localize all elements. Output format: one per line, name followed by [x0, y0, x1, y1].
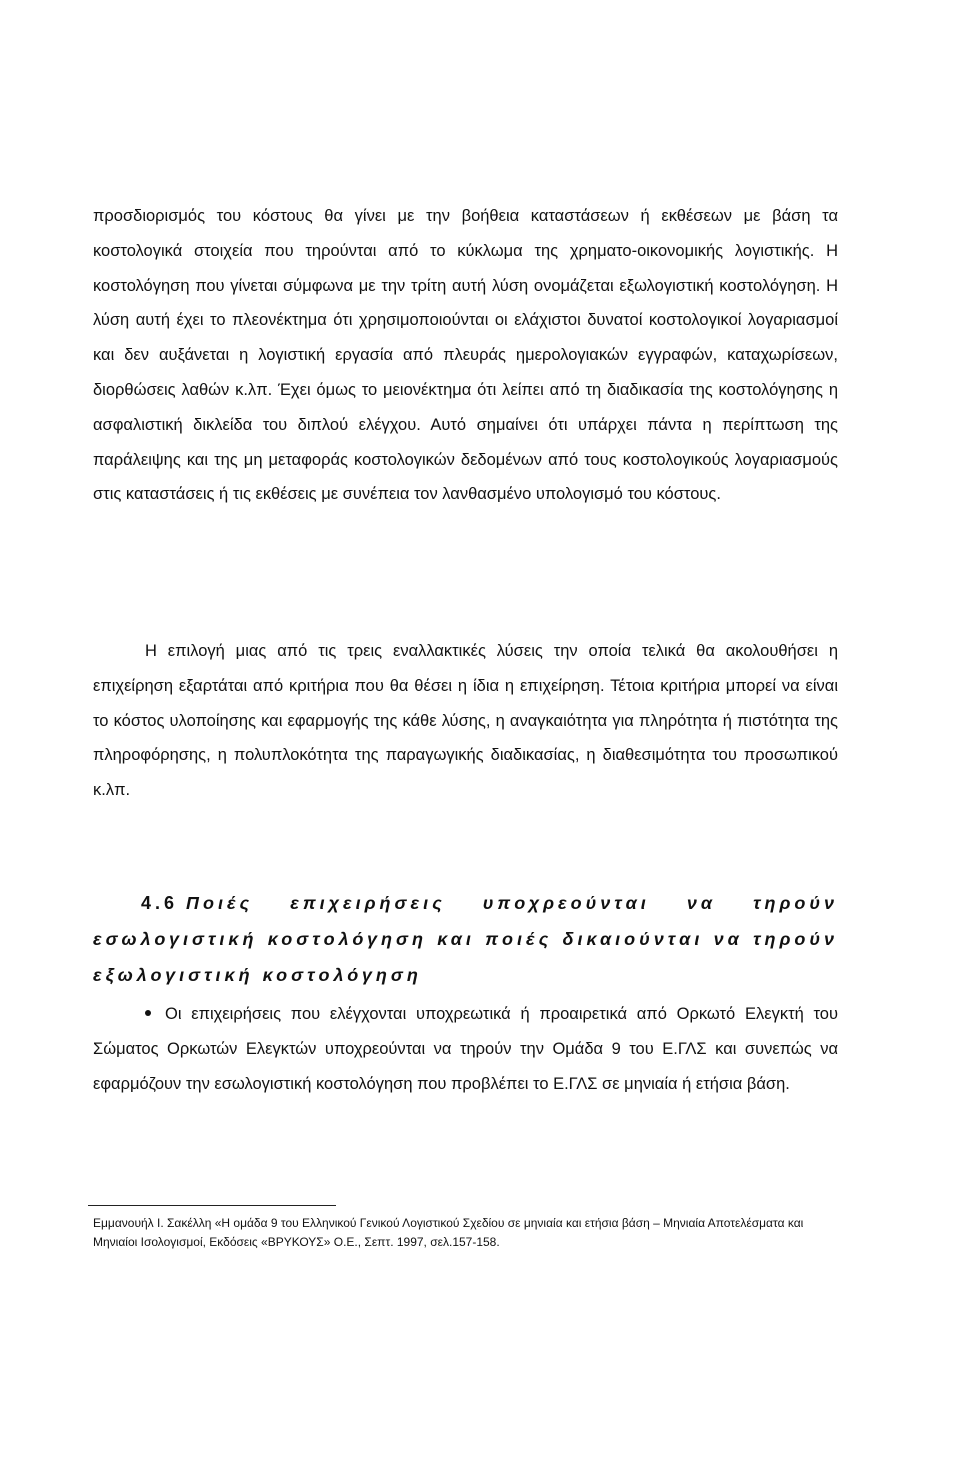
- footnote-divider: [88, 1205, 336, 1206]
- body-paragraph-2: Η επιλογή μιας από τις τρεις εναλλακτικές λύσεις την οποία τελικά θα ακολουθήσει η επιχείρηση εξαρτάται από κριτήρια που θα θέσει η ίδια η επιχείρηση. Τέτοια κριτήρια μπορεί να είναι το κόστος υλοποίησης και εφαρμογής της κάθε λύσης, η αναγκαιότητα για πληρότητα ή πιστότητα της πληροφόρησης, η πολυπλοκότητα της παραγωγικής διαδικασίας, η διαθεσιμότητα του προσωπικού κ.λπ.: [93, 642, 838, 800]
- bullet-text: Οι επιχειρήσεις που ελέγχονται υποχρεωτικά ή προαιρετικά από Ορκωτό Ελεγκτή του Σώματος Ορκωτών Ελεγκτών υποχρεούνται να τηρούν την Ομάδα 9 του Ε.ΓΛΣ και συνεπώς να εφαρμόζουν την εσωλογιστική κοστολόγηση που προβλέπει το Ε.ΓΛΣ σε μηνιαία ή ετήσια βάση.: [93, 1005, 838, 1093]
- footnote: Εμμανουήλ Ι. Σακέλλη «Η ομάδα 9 του Ελληνικού Γενικού Λογιστικού Σχεδίου σε μηνιαία και ετήσια βάση – Μηνιαία Αποτελέσματα και Μηνιαίοι Ισολογισμοί, Εκδόσεις «ΒΡΥΚΟΥΣ» Ο.Ε., Σεπτ. 1997, σελ.157-158.: [93, 1216, 804, 1249]
- bullet-item: [93, 997, 838, 1101]
- section-heading: [93, 885, 838, 993]
- section-number: 4.6: [141, 893, 179, 913]
- bullet-icon: [145, 1010, 151, 1016]
- section-title: Ποιές επιχειρήσεις υποχρεούνται να τηρούν εσωλογιστική κοστολόγηση και ποιές δικαιούνται να τηρούν εξωλογιστική κοστολόγηση: [93, 893, 838, 985]
- body-paragraph-1: προσδιορισμός του κόστους θα γίνει με την βοήθεια καταστάσεων ή εκθέσεων με βάση τα κοστολογικά στοιχεία που τηρούνται από το κύκλωμα της χρηματο-οικονομικής λογιστικής. Η κοστολόγηση που γίνεται σύμφωνα με την τρίτη αυτή λύση ονομάζεται εξωλογιστική κοστολόγηση. Η λύση αυτή έχει το πλεονέκτημα ότι χρησιμοποιούνται οι ελάχιστοι δυνατοί κοστολογικοί λογαριασμοί και δεν αυξάνεται η λογιστική εργασία από πλευράς ημερολογιακών εγγραφών, καταχωρίσεων, διορθώσεις λαθών κ.λπ. Έχει όμως το μειονέκτημα ότι λείπει από τη διαδικασία της κοστολόγησης η ασφαλιστική δικλείδα του διπλού ελέγχου. Αυτό σημαίνει ότι υπάρχει πάντα η περίπτωση της παράλειψης και της μη μεταφοράς κοστολογικών δεδομένων από τους κοστολογικούς λογαριασμούς στις καταστάσεις ή τις εκθέσεις με συνέπεια τον λανθασμένο υπολογισμό του κόστους.: [93, 207, 838, 504]
